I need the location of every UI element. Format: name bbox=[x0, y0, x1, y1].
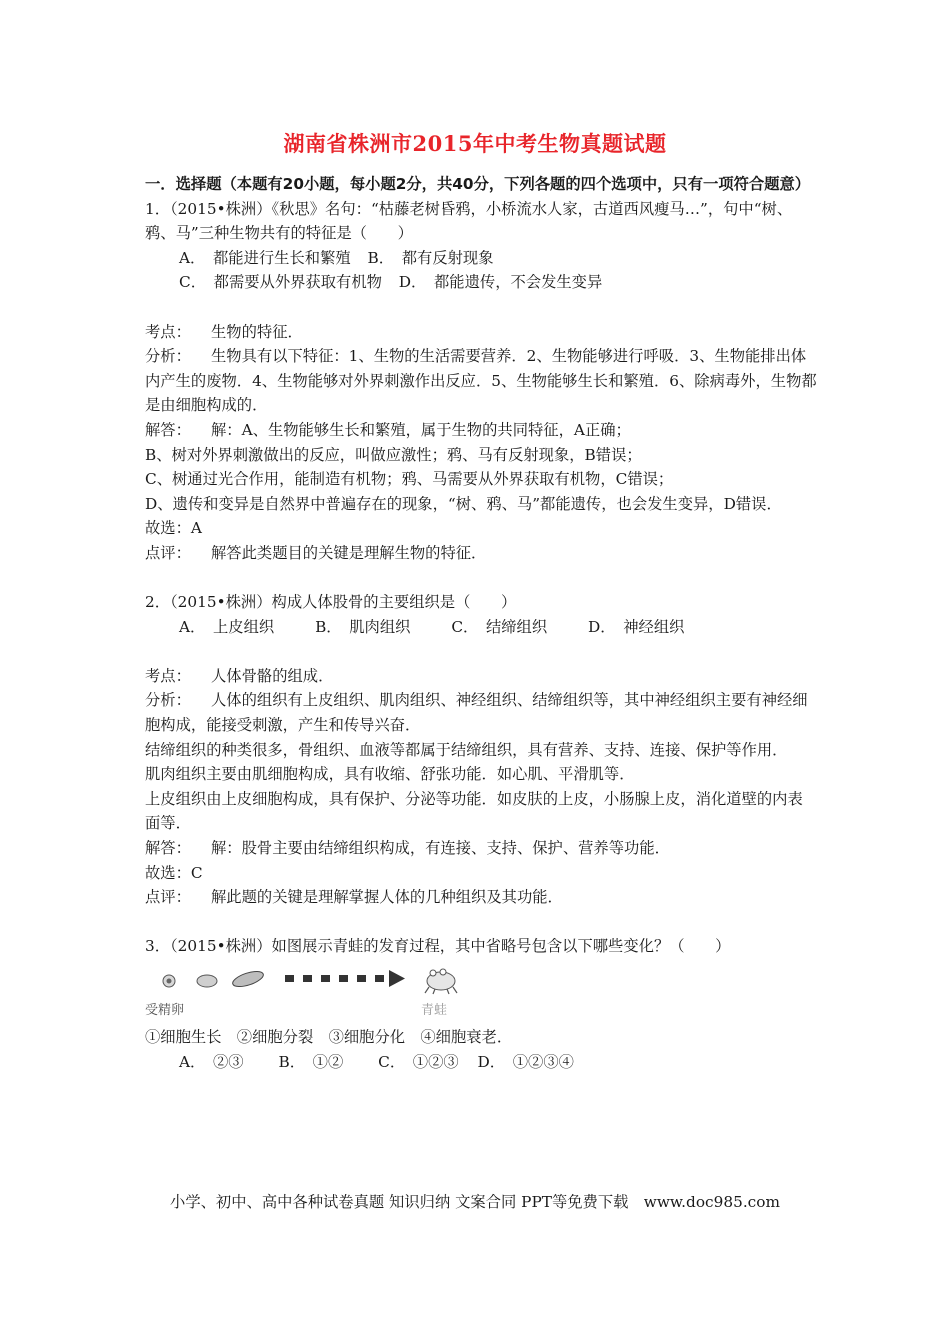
q2-jieda-text: 解：股骨主要由结缔组织构成，有连接、支持、保护、营养等功能． bbox=[211, 839, 670, 858]
q2-answer: 故选：C bbox=[145, 863, 203, 882]
q2-dianping-label: 点评： bbox=[145, 888, 191, 907]
q3-option-c: C． ①②③ bbox=[378, 1052, 459, 1071]
q2-kaodian bbox=[145, 664, 817, 689]
q2-stem: 2．（2015•株洲）构成人体股骨的主要组织是（ ） bbox=[145, 593, 517, 612]
q1-kaodian-label: 考点： bbox=[145, 322, 191, 341]
q1-dianping bbox=[145, 541, 817, 566]
q2-option-c: C． 结缔组织 bbox=[451, 617, 548, 636]
section-heading: 一．选择题（本题有20小题，每小题2分，共40分，下列各题的四个选项中，只有一项符合题意） bbox=[145, 175, 811, 193]
q3-stem: 3．（2015•株洲）如图展示青蛙的发育过程，其中省略号包含以下哪些变化？（ ） bbox=[145, 937, 731, 956]
q2-jieda-label: 解答： bbox=[145, 839, 191, 858]
q2-fenxi-text: 人体的组织有上皮组织、肌肉组织、神经组织、结缔组织等，其中神经组织主要有神经细胞构成，能接受刺激，产生和传导兴奋． bbox=[145, 691, 808, 735]
frog-icon bbox=[425, 969, 457, 994]
tadpole-icon bbox=[231, 968, 265, 989]
document-body bbox=[145, 172, 817, 1074]
q1-fenxi-text: 生物具有以下特征：1、生物的生活需要营养．2、生物能够进行呼吸．3、生物能排出体内产生的废物．4、生物能够对外界刺激作出反应．5、生物能够生长和繁殖．6、除病毒外，生物都是由细胞构成的． bbox=[145, 347, 817, 415]
q2-kaodian-label: 考点： bbox=[145, 666, 191, 685]
q2-fenxi bbox=[145, 688, 817, 737]
q1-options-row-2 bbox=[145, 270, 817, 295]
q1-jieda-label: 解答： bbox=[145, 420, 191, 439]
q3-options-row bbox=[145, 1050, 817, 1075]
q1-dianping-label: 点评： bbox=[145, 543, 191, 562]
q2-option-a: A． 上皮组织 bbox=[179, 617, 275, 636]
frog-development-illustration bbox=[145, 959, 475, 1021]
q3-option-d: D． ①②③④ bbox=[477, 1052, 574, 1071]
q2-kaodian-text: 人体骨骼的组成． bbox=[211, 666, 334, 685]
q2-jieda bbox=[145, 836, 817, 861]
q1-jieda bbox=[145, 418, 817, 443]
q2-option-d: D． 神经组织 bbox=[588, 617, 685, 636]
q2-fenxi-label: 分析： bbox=[145, 691, 191, 710]
q1-jieda-d: D、遗传和变异是自然界中普遍存在的现象，“树、鸦、马”都能遗传，也会发生变异，D错误． bbox=[145, 494, 782, 513]
q2-fenxi-2: 结缔组织的种类很多，骨组织、血液等都属于结缔组织，具有营养、支持、连接、保护等作用． bbox=[145, 740, 788, 759]
q3-option-a: A． ②③ bbox=[179, 1052, 244, 1071]
q1-option-a: A． 都能进行生长和繁殖 bbox=[179, 248, 351, 267]
q1-option-d: D． 都能遗传，不会发生变异 bbox=[398, 273, 603, 292]
document-title: 湖南省株洲市2015年中考生物真题试题 bbox=[283, 131, 667, 156]
q1-jieda-b: B、树对外界刺激做出的反应，叫做应激性；鸦、马有反射现象，B错误； bbox=[145, 445, 642, 464]
q1-stem: 1．（2015•株洲）《秋思》名句：“枯藤老树昏鸦，小桥流水人家，古道西风瘦马…”，句中“树、鸦、马”三种生物共有的特征是（ ） bbox=[145, 199, 793, 243]
q1-fenxi bbox=[145, 344, 817, 418]
q1-jieda-c: C、树通过光合作用，能制造有机物；鸦、马需要从外界获取有机物，C错误； bbox=[145, 470, 674, 489]
q2-options-row bbox=[145, 615, 817, 640]
q1-kaodian bbox=[145, 320, 817, 345]
q2-fenxi-3: 肌肉组织主要由肌细胞构成，具有收缩、舒张功能．如心肌、平滑肌等． bbox=[145, 765, 635, 784]
embryo-icon bbox=[197, 975, 217, 987]
q2-dianping bbox=[145, 885, 817, 910]
q2-option-b: B． 肌肉组织 bbox=[315, 617, 411, 636]
q1-option-b: B． 都有反射现象 bbox=[367, 248, 494, 267]
q3-option-b: B． ①② bbox=[278, 1052, 344, 1071]
q1-dianping-text: 解答此类题目的关键是理解生物的特征． bbox=[211, 543, 487, 562]
dotted-arrow-icon bbox=[285, 970, 405, 987]
q1-jieda-text: 解：A、生物能够生长和繁殖，属于生物的共同特征，A正确； bbox=[211, 420, 631, 439]
q1-options-row-1 bbox=[145, 246, 817, 271]
figure-label-frog: 青蛙 bbox=[421, 1003, 448, 1018]
q3-choices-line: ①细胞生长 ②细胞分裂 ③细胞分化 ④细胞衰老． bbox=[145, 1028, 513, 1046]
figure-label-egg: 受精卵 bbox=[145, 1003, 185, 1018]
q1-fenxi-label: 分析： bbox=[145, 347, 191, 366]
q1-kaodian-text: 生物的特征． bbox=[211, 322, 303, 341]
q2-fenxi-4: 上皮组织由上皮细胞构成，具有保护、分泌等功能．如皮肤的上皮，小肠腺上皮，消化道壁的内表面等． bbox=[145, 789, 803, 833]
frog-development-figure bbox=[145, 961, 817, 1021]
page-footer: 小学、初中、高中各种试卷真题 知识归纳 文案合同 PPT等免费下载 www.doc985.com bbox=[170, 1193, 780, 1211]
q1-answer: 故选：A bbox=[145, 519, 202, 538]
q1-option-c: C． 都需要从外界获取有机物 bbox=[179, 273, 382, 292]
q2-dianping-text: 解此题的关键是理解掌握人体的几种组织及其功能． bbox=[211, 888, 563, 907]
